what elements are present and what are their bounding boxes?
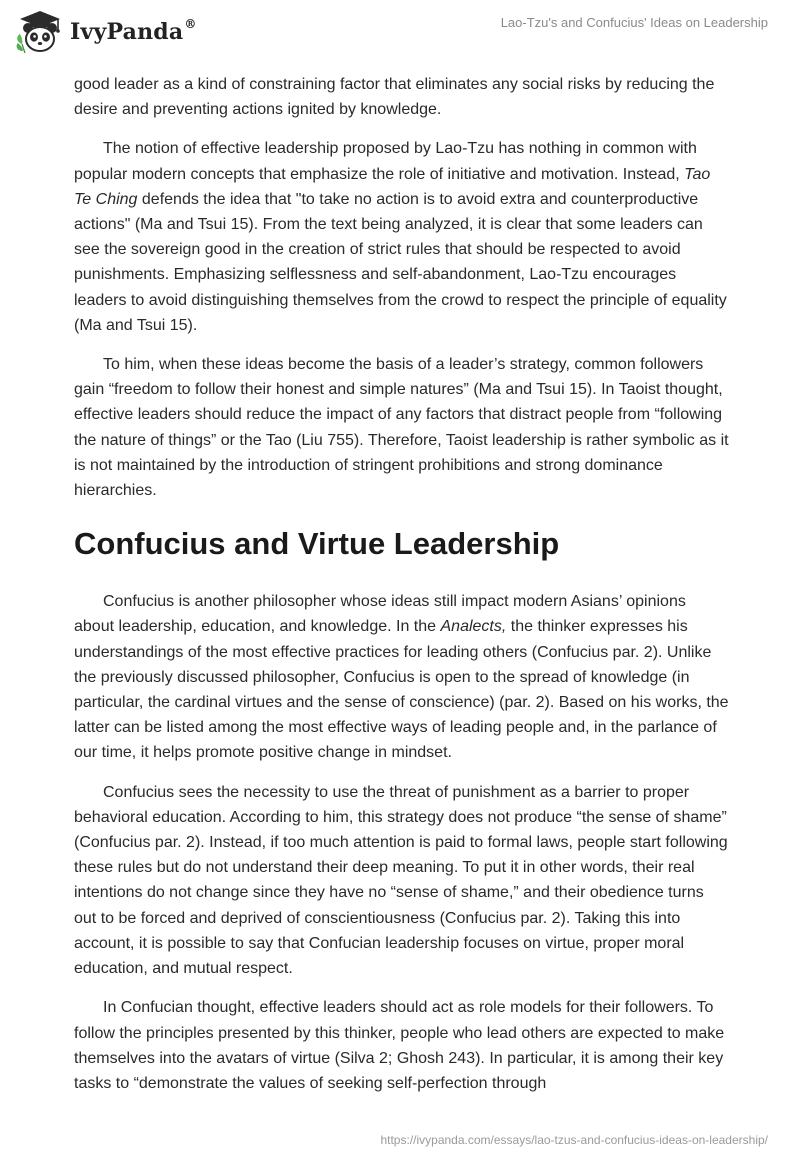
registered-mark: ® — [184, 17, 197, 31]
brand-name: IvyPanda® — [70, 17, 197, 45]
paragraph-continuation: good leader as a kind of constraining factor that eliminates any social risks by reducing the desire and preventing actions ignited by knowledge. — [74, 76, 715, 119]
document-title: Lao-Tzu's and Confucius' Ideas on Leadership — [500, 15, 768, 30]
paragraph-confucius-intro: Confucius is another philosopher whose ideas still impact modern Asians’ opinions about leadership, education, and knowledge. In the Analects, the thinker expresses his understandings of the most effective practices for leading others (Confucius par. 2). Unlike the previously discussed philosopher, Confucius is open to the spread of knowledge (in particular, the cardinal virtues and the sense of conscience) (par. 2). Based on his works, the latter can be listed among the most effective ways of leading people and, in the parlance of our time, it helps promote positive change in mindset. — [74, 593, 729, 762]
paragraph-lao-tzu-leadership: The notion of effective leadership proposed by Lao-Tzu has nothing in common with popular modern concepts that emphasize the role of initiative and motivation. Instead, Tao Te Ching defends the idea that "to take no action is to avoid extra and counterproductive actions" (Ma and Tsui 15). From the text being analyzed, it is clear that some leaders can see the sovereign good in the creation of strict rules that should be respected to avoid punishments. Emphasizing selflessness and self-abandonment, Lao-Tzu encourages leaders to avoid distinguishing themselves from the crowd to respect the principle of equality (Ma and Tsui 15). — [74, 140, 727, 334]
paragraph-confucius-punishment: Confucius sees the necessity to use the threat of punishment as a barrier to proper behavioral education. According to him, this strategy does not produce “the sense of shame” (Confucius par. 2). Instead, if too much attention is paid to formal laws, people start following these rules but do not understand their deep meaning. To put it in other words, their real intentions do not change since they have no “sense of shame,” and their obedience turns out to be forced and deprived of conscientiousness (Confucius par. 2). Taking this into account, it is possible to say that Confucian leadership focuses on virtue, proper moral education, and mutual respect. — [74, 783, 728, 978]
ivypanda-logo[interactable] — [14, 8, 197, 56]
source-url-link[interactable]: https://ivypanda.com/essays/lao-tzus-and-confucius-ideas-on-leadership/ — [380, 1133, 768, 1147]
section-heading: Confucius and Virtue Leadership — [74, 526, 560, 562]
paragraph-taoist-leadership: To him, when these ideas become the basis of a leader’s strategy, common followers gain “freedom to follow their honest and simple natures” (Ma and Tsui 15). In Taoist thought, effective leaders should reduce the impact of any factors that distract people from “following the nature of things” or the Tao (Liu 755). Therefore, Taoist leadership is rather symbolic as it is not maintained by the introduction of stringent prohibitions and strong dominance hierarchies. — [74, 356, 729, 500]
essay-content — [74, 72, 730, 1110]
paragraph-confucian-role-models: In Confucian thought, effective leaders should act as role models for their followers. To follow the principles presented by this thinker, people who lead others are expected to make themselves into the avatars of virtue (Silva 2; Ghosh 243). In particular, it is among their key tasks to “demonstrate the values of seeking self-perfection through — [74, 999, 725, 1092]
book-title-analects: Analects, — [440, 618, 507, 636]
book-title-tao-te-ching: Tao Te Ching — [74, 165, 711, 208]
page-header — [0, 0, 800, 64]
panda-logo-icon — [14, 8, 66, 56]
